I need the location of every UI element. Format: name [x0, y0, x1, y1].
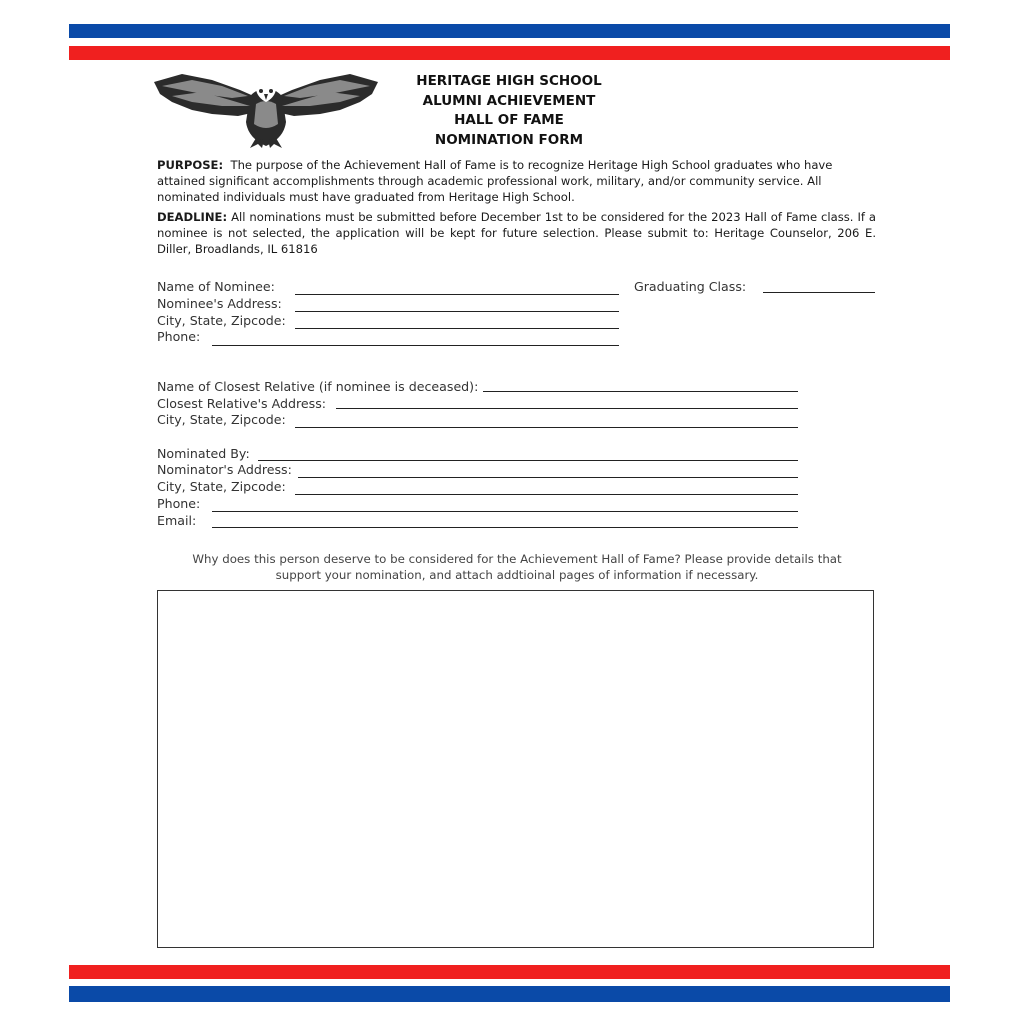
nominee-address-field[interactable]: [295, 311, 619, 312]
nominee-phone-field[interactable]: [212, 345, 619, 346]
nomination-details-box[interactable]: [157, 590, 874, 948]
purpose-label: PURPOSE:: [157, 158, 224, 172]
top-blue-stripe: [69, 24, 950, 38]
relative-city-label: City, State, Zipcode:: [157, 412, 286, 427]
relative-address-label: Closest Relative's Address:: [157, 396, 327, 411]
relative-name-field[interactable]: [483, 391, 798, 392]
deadline-label: DEADLINE:: [157, 210, 228, 224]
nominator-name-field[interactable]: [258, 460, 798, 461]
graduating-class-field[interactable]: [763, 292, 875, 293]
bottom-blue-stripe: [69, 986, 950, 1002]
hawk-mascot-icon: [152, 72, 380, 150]
nominee-phone-label: Phone:: [157, 329, 201, 344]
nominee-name-label: Name of Nominee:: [157, 279, 275, 294]
purpose-paragraph: [157, 157, 876, 205]
nominee-name-field[interactable]: [295, 294, 619, 295]
form-title: [400, 72, 618, 150]
nominator-city-label: City, State, Zipcode:: [157, 479, 286, 494]
nominator-phone-label: Phone:: [157, 496, 201, 511]
title-line-nomination-form: NOMINATION FORM: [434, 131, 584, 148]
nominator-name-label: Nominated By:: [157, 446, 250, 461]
nominee-city-field[interactable]: [295, 328, 619, 329]
relative-name-label: Name of Closest Relative (if nominee is deceased):: [157, 379, 479, 394]
bottom-red-stripe: [69, 965, 950, 979]
nominee-address-label: Nominee's Address:: [157, 296, 282, 311]
nominator-address-label: Nominator's Address:: [157, 462, 292, 477]
nominee-city-label: City, State, Zipcode:: [157, 313, 286, 328]
nomination-question: Why does this person deserve to be considered for the Achievement Hall of Fame? Please provide details that support your nomination, and attach addtioinal pages of information if necessary.: [192, 552, 842, 582]
deadline-paragraph: [157, 209, 876, 257]
title-line-hall-of-fame: HALL OF FAME: [454, 112, 564, 128]
title-line-achievement: ALUMNI ACHIEVEMENT: [422, 92, 596, 109]
relative-address-field[interactable]: [336, 408, 798, 409]
purpose-text: The purpose of the Achievement Hall of Fame is to recognize Heritage High School graduates who have attained significant accomplishments through academic professional work, military, and/or community service. All nominated individuals must have graduated from Heritage High School.: [157, 158, 833, 204]
nominator-city-field[interactable]: [295, 494, 798, 495]
relative-city-field[interactable]: [295, 427, 798, 428]
top-red-stripe: [69, 46, 950, 60]
nominator-phone-field[interactable]: [212, 511, 798, 512]
nominator-address-field[interactable]: [298, 477, 798, 478]
deadline-text: All nominations must be submitted before December 1st to be considered for the 2023 Hall of Fame class. If a nominee is not selected, the application will be kept for future selection. Please submit to: Heritage Counselor, 206 E. Diller, Broadlands, IL 61816: [157, 210, 877, 256]
graduating-class-label: Graduating Class:: [634, 279, 747, 294]
nominator-email-field[interactable]: [212, 527, 798, 528]
title-line-school: HERITAGE HIGH SCHOOL: [416, 73, 602, 89]
nominator-email-label: Email:: [157, 513, 197, 528]
